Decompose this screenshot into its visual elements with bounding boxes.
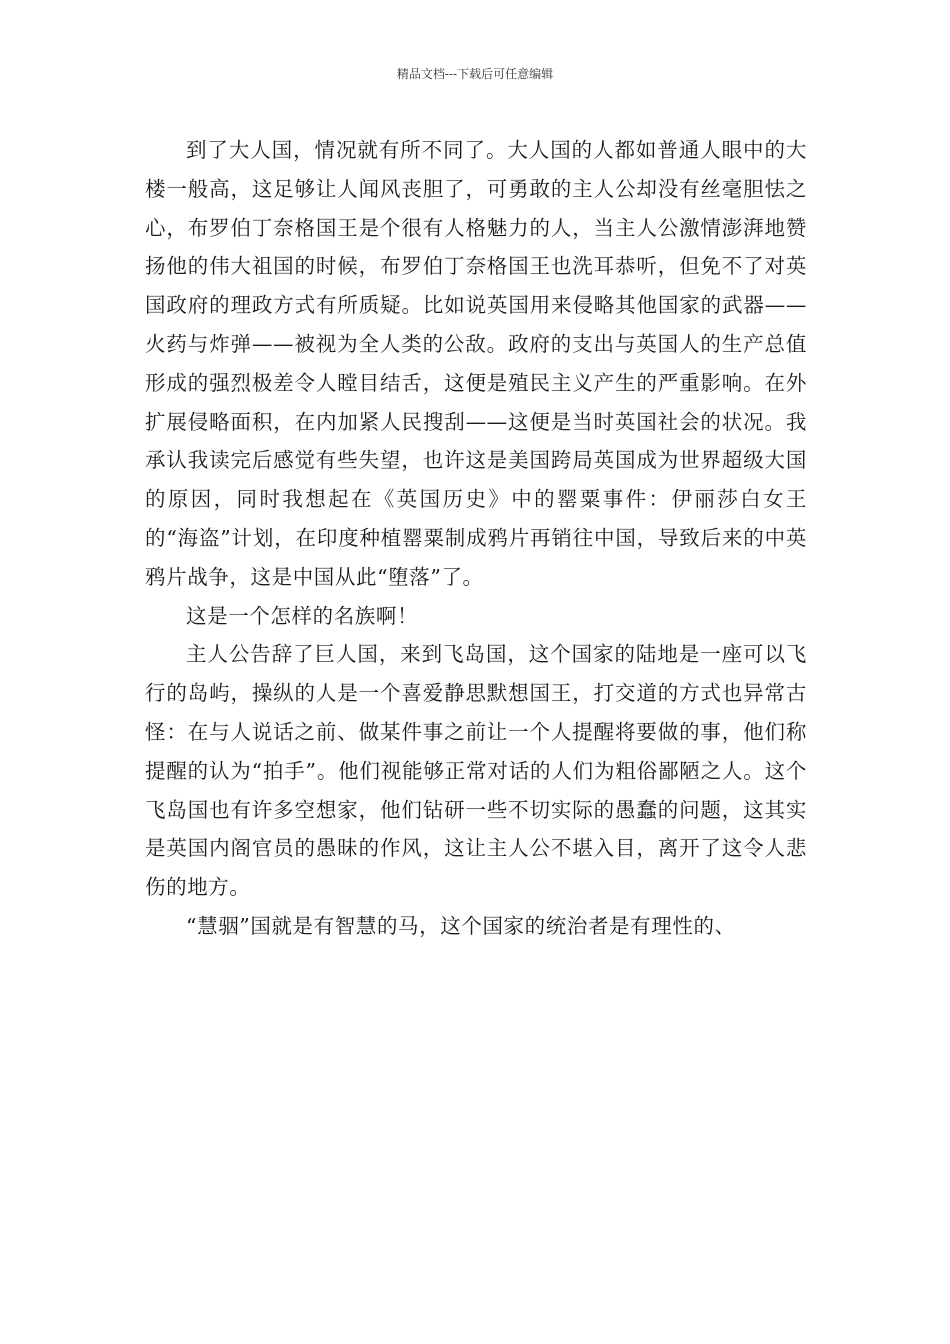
page-header: 精品文档---下载后可任意编辑 <box>396 67 554 81</box>
paragraph-exclamation: 这是一个怎样的名族啊！ <box>186 603 419 628</box>
paragraph-laputa: 主人公告辞了巨人国，来到飞岛国，这个国家的陆地是一座可以飞行的岛屿，操纵的人是一个喜爱静思默想国王，打交道的方式也异常古怪：在与人说话之前、做某件事之前让一个人提醒将要做的事，他们称提醒的认为“拍手”。他们视能够正常对话的人们为粗俗鄙陋之人。这个飞岛国也有许多空想家，他们钻研一些不切实际的愚蠢的问题，这其实是英国内阁官员的愚昧的作风，这让主人公不堪入目，离开了这令人悲伤的地方。 <box>145 642 807 900</box>
paragraph-brobdingnag: 到了大人国，情况就有所不同了。大人国的人都如普通人眼中的大楼一般高，这足够让人闻风丧胆了，可勇敢的主人公却没有丝毫胆怯之心，布罗伯丁奈格国王是个很有人格魅力的人，当主人公激情澎湃地赞扬他的伟大祖国的时候，布罗伯丁奈格国王也洗耳恭听，但免不了对英国政府的理政方式有所质疑。比如说英国用来侵略其他国家的武器——火药与炸弹——被视为全人类的公敌。政府的支出与英国人的生产总值形成的强烈极差令人瞠目结舌，这便是殖民主义产生的严重影响。在外扩展侵略面积，在内加紧人民搜刮——这便是当时英国社会的状况。我承认我读完后感觉有些失望，也许这是美国跨局英国成为世界超级大国的原因，同时我想起在《英国历史》中的罂粟事件：伊丽莎白女王的“海盗”计划，在印度种植罂粟制成鸦片再销往中国，导致后来的中英鸦片战争，这是中国从此“堕落”了。 <box>145 138 807 589</box>
paragraph-houyhnhnm: “慧骃”国就是有智慧的马，这个国家的统治者是有理性的、 <box>186 913 736 938</box>
document-body <box>145 131 807 946</box>
